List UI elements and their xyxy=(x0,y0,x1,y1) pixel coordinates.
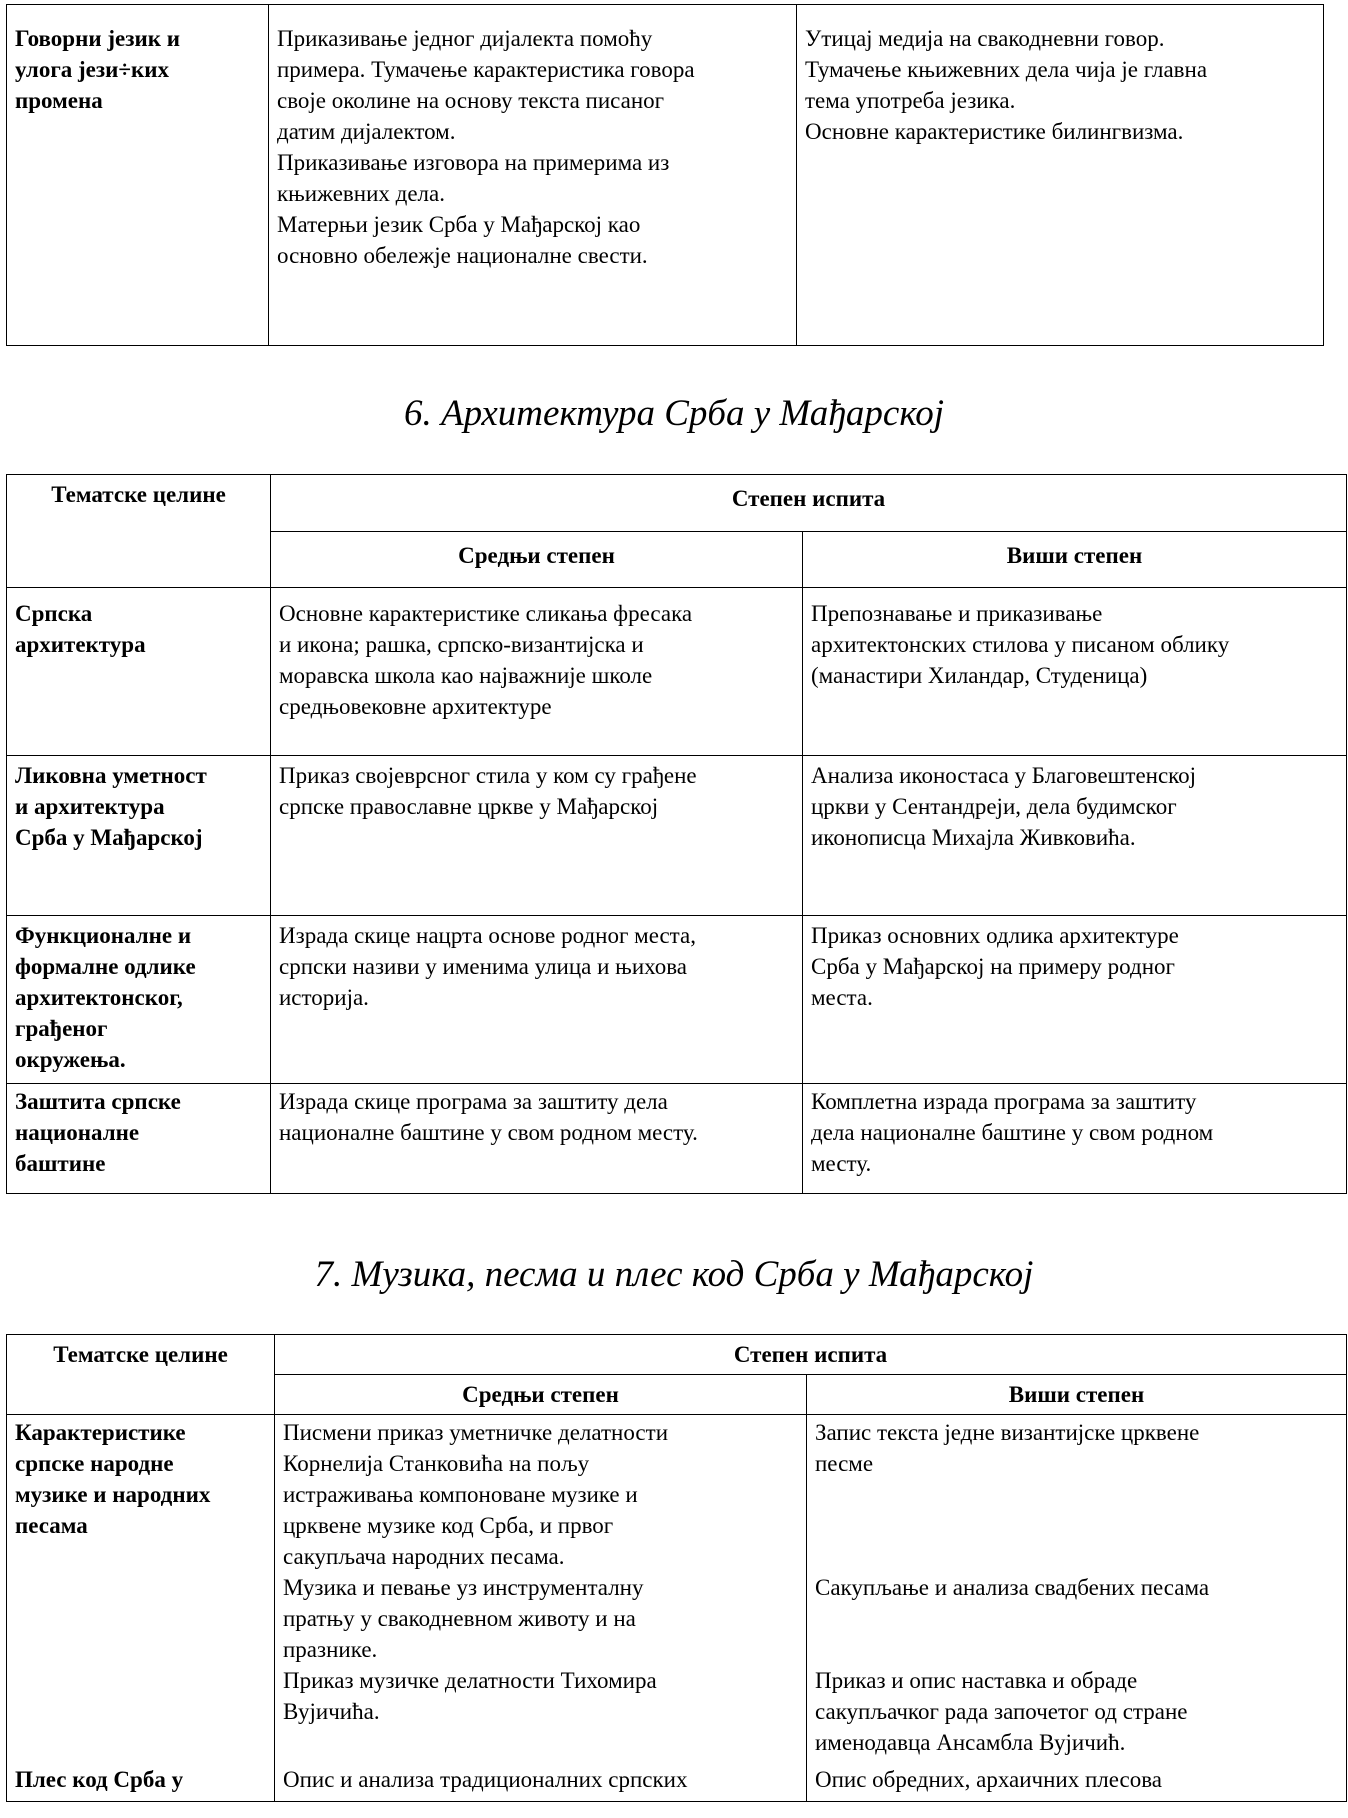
text-line: Утицај медија на свакодневни говор. xyxy=(805,26,1165,51)
text-line: Приказ својеврсног стила у ком су грађене xyxy=(279,763,697,788)
table-row xyxy=(7,1764,1347,1802)
text-line: Вујичића. xyxy=(283,1699,380,1724)
higher-level-cell xyxy=(803,588,1347,756)
table-header-row xyxy=(7,1335,1347,1375)
table-row xyxy=(7,1415,1347,1765)
topic-line: и архитектура xyxy=(15,794,165,819)
topic-cell xyxy=(7,1084,271,1194)
header-higher-level: Виши степен xyxy=(807,1375,1347,1415)
higher-level-cell xyxy=(803,916,1347,1084)
topic-line: окружења. xyxy=(15,1047,126,1072)
middle-level-cell xyxy=(269,5,797,346)
text-line: Израда скице програма за заштиту дела xyxy=(279,1089,668,1114)
text-line: пратњу у свакодневном животу и на xyxy=(283,1606,636,1631)
text-line: Приказивање изговора на примерима из xyxy=(277,150,670,175)
table-header-row xyxy=(7,475,1347,532)
text-line: (манастири Хиландар, Студеница) xyxy=(811,663,1148,688)
header-exam-level: Степен испита xyxy=(271,475,1347,532)
header-topics: Тематске целине xyxy=(7,475,271,588)
text-line: цркви у Сентандреји, дела будимског xyxy=(811,794,1177,819)
table-row xyxy=(7,588,1347,756)
section-7-title: 7. Музика, песма и плес код Срба у Мађарској xyxy=(314,1254,1034,1295)
text-line: Основне карактеристике сликања фресака xyxy=(279,601,693,626)
text-line: Тумачење књижевних дела чија је главна xyxy=(805,57,1208,82)
text-line: Анализа иконостаса у Благовештенској xyxy=(811,763,1197,788)
topic-line: музике и народних xyxy=(15,1482,211,1507)
topic-cell xyxy=(7,756,271,916)
text-line: именодавца Ансамбла Вујичић. xyxy=(815,1730,1126,1755)
text-line: историја. xyxy=(279,985,369,1010)
text-line xyxy=(815,1479,1338,1510)
text-line: Корнелија Станковића на пољу xyxy=(283,1451,590,1476)
text-line xyxy=(815,1603,1338,1634)
header-topics: Тематске целине xyxy=(7,1335,275,1415)
text-line xyxy=(815,1634,1338,1665)
text-line: националне баштине у свом родном месту. xyxy=(279,1120,698,1145)
text-line: датим дијалектом. xyxy=(277,119,456,144)
topic-line: архитектура xyxy=(15,632,146,657)
text-line: Сакупљање и анализа свадбених песама xyxy=(815,1575,1210,1600)
text-line: основно обележје националне свести. xyxy=(277,243,648,268)
topic-line: националне xyxy=(15,1120,140,1145)
text-line: своје околине на основу текста писаног xyxy=(277,88,665,113)
middle-level-cell xyxy=(275,1415,807,1765)
text-line: српске православне цркве у Мађарској xyxy=(279,794,659,819)
text-line: иконописца Михајла Живковића. xyxy=(811,825,1136,850)
text-line xyxy=(815,1541,1338,1572)
text-line: средњовековне архитектуре xyxy=(279,694,552,719)
topic-line: Срба у Мађарској xyxy=(15,825,203,850)
topic-cell xyxy=(7,588,271,756)
table-language-continuation xyxy=(6,4,1324,346)
text-line: Приказ музичке делатности Тихомира xyxy=(283,1668,657,1693)
topic-line: архитектонског, xyxy=(15,985,183,1010)
table-architecture xyxy=(6,474,1347,1194)
text-line: сакупљача народних песама. xyxy=(283,1544,565,1569)
header-middle-level: Средњи степен xyxy=(271,532,803,588)
text-line: истраживања компоноване музике и xyxy=(283,1482,638,1507)
header-higher-level: Виши степен xyxy=(803,532,1347,588)
text-line: примера. Тумачење карактеристика говора xyxy=(277,57,695,82)
middle-level-cell xyxy=(271,916,803,1084)
topic-line: Карактеристике xyxy=(15,1420,186,1445)
text-line: Писмени приказ уметничке делатности xyxy=(283,1420,669,1445)
middle-level-cell xyxy=(275,1764,807,1802)
section-6-title: 6. Архитектура Срба у Мађарској xyxy=(403,393,945,434)
middle-level-cell xyxy=(271,1084,803,1194)
text-line: Запис текста једне византијске црквене xyxy=(815,1420,1200,1445)
higher-level-cell xyxy=(803,756,1347,916)
text-line: Комплетна израда програма за заштиту xyxy=(811,1089,1197,1114)
topic-line: Функционалне и xyxy=(15,923,192,948)
text-line: песме xyxy=(815,1451,874,1476)
text-line: Израда скице нацрта основе родног места, xyxy=(279,923,696,948)
middle-level-cell xyxy=(271,756,803,916)
text-line: места. xyxy=(811,985,873,1010)
topic-line: српске народне xyxy=(15,1451,174,1476)
higher-level-cell xyxy=(807,1764,1347,1802)
higher-level-cell xyxy=(807,1415,1347,1765)
text-line: празнике. xyxy=(283,1637,378,1662)
text-line: Приказивање једног дијалекта помоћу xyxy=(277,26,653,51)
topic-line: улога јези÷ких xyxy=(15,57,170,82)
text-line: архитектонских стилова у писаном облику xyxy=(811,632,1230,657)
table-row xyxy=(7,1084,1347,1194)
topic-line: Плес код Срба у xyxy=(15,1767,184,1792)
table-row xyxy=(7,916,1347,1084)
topic-line: грађеног xyxy=(15,1016,108,1041)
text-line xyxy=(815,1510,1338,1541)
table-row xyxy=(7,756,1347,916)
text-line: дела националне баштине у свом родном xyxy=(811,1120,1214,1145)
text-line: Основне карактеристике билингвизма. xyxy=(805,119,1184,144)
text-line: Матерњи језик Срба у Мађарској као xyxy=(277,212,641,237)
higher-level-cell xyxy=(797,5,1324,346)
text-line: тема употреба језика. xyxy=(805,88,1016,113)
topic-line: Ликовна уметност xyxy=(15,763,207,788)
text-line: Музика и певање уз инструменталну xyxy=(283,1575,644,1600)
text-line: Препознавање и приказивање xyxy=(811,601,1103,626)
text-line: моравска школа као најважније школе xyxy=(279,663,653,688)
topic-line: баштине xyxy=(15,1151,106,1176)
text-line: Опис обредних, архаичних плесова xyxy=(815,1767,1163,1792)
text-line: сакупљачког рада започетог од стране xyxy=(815,1699,1188,1724)
topic-line: формалне одлике xyxy=(15,954,196,979)
topic-cell xyxy=(7,916,271,1084)
topic-cell xyxy=(7,1764,275,1802)
table-music xyxy=(6,1334,1347,1802)
text-line: Приказ и опис наставка и обраде xyxy=(815,1668,1138,1693)
higher-level-cell xyxy=(803,1084,1347,1194)
text-line: Опис и анализа традиционалних српских xyxy=(283,1767,688,1792)
text-line: књижевних дела. xyxy=(277,181,445,206)
topic-line: песама xyxy=(15,1513,88,1538)
text-line: српски називи у именима улица и њихова xyxy=(279,954,688,979)
middle-level-cell xyxy=(271,588,803,756)
topic-line: Српска xyxy=(15,601,93,626)
text-line: месту. xyxy=(811,1151,872,1176)
topic-cell xyxy=(7,1415,275,1765)
text-line: и икона; рашка, српско-византијска и xyxy=(279,632,644,657)
topic-line: Говорни језик и xyxy=(15,26,180,51)
header-middle-level: Средњи степен xyxy=(275,1375,807,1415)
topic-line: промена xyxy=(15,88,103,113)
topic-cell xyxy=(7,5,269,346)
header-exam-level: Степен испита xyxy=(275,1335,1347,1375)
topic-line: Заштита српске xyxy=(15,1089,181,1114)
text-line: црквене музике код Срба, и првог xyxy=(283,1513,614,1538)
text-line: Приказ основних одлика архитектуре xyxy=(811,923,1179,948)
text-line: Срба у Мађарској на примеру родног xyxy=(811,954,1175,979)
table-row xyxy=(7,5,1324,346)
